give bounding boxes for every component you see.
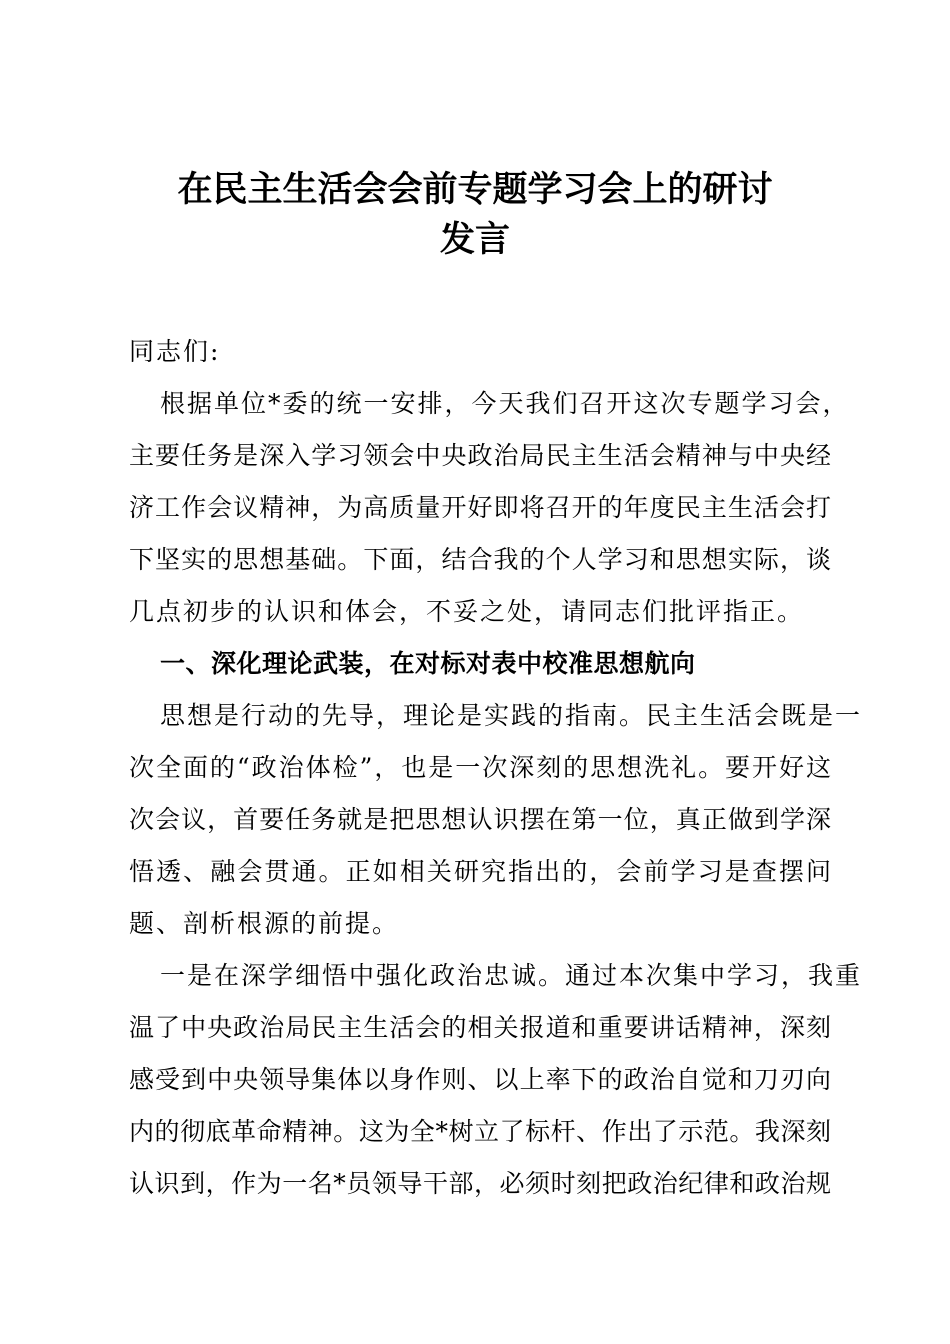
paragraph-3-line-5: 认识到，作为一名*员领导干部，必须时刻把政治纪律和政治规 <box>129 1169 831 1198</box>
document-title-line-2: 发言 <box>439 219 510 260</box>
paragraph-3-line-1: 一是在深学细悟中强化政治忠诚。通过本次集中学习，我重 <box>160 961 863 990</box>
paragraph-2-line-4: 悟透、融会贯通。正如相关研究指出的，会前学习是查摆问 <box>129 857 831 886</box>
section-heading-1: 一、深化理论武装，在对标对表中校准思想航向 <box>160 649 696 678</box>
document-title-line-1: 在民主生活会会前专题学习会上的研讨 <box>177 169 773 210</box>
paragraph-2-line-1: 思想是行动的先导，理论是实践的指南。民主生活会既是一 <box>160 701 863 730</box>
paragraph-2-line-2: 次全面的“政治体检”，也是一次深刻的思想洗礼。要开好这 <box>129 753 831 782</box>
paragraph-2-line-5: 题、剖析根源的前提。 <box>129 909 400 938</box>
salutation: 同志们: <box>129 337 221 366</box>
document-body <box>129 326 863 1210</box>
paragraph-1-line-2: 主要任务是深入学习领会中央政治局民主生活会精神与中央经 <box>129 441 831 470</box>
paragraph-1-line-4: 下坚实的思想基础。下面，结合我的个人学习和思想实际，谈 <box>129 545 831 574</box>
paragraph-1-line-1: 根据单位*委的统一安排，今天我们召开这次专题学习会， <box>160 389 850 418</box>
paragraph-3-line-3: 感受到中央领导集体以身作则、以上率下的政治自觉和刀刃向 <box>129 1065 831 1094</box>
paragraph-1-line-5: 几点初步的认识和体会，不妥之处，请同志们批评指正。 <box>129 597 805 626</box>
paragraph-2-line-3: 次会议，首要任务就是把思想认识摆在第一位，真正做到学深 <box>129 805 831 834</box>
paragraph-3-line-4: 内的彻底革命精神。这为全*树立了标杆、作出了示范。我深刻 <box>129 1117 831 1146</box>
paragraph-3-line-2: 温了中央政治局民主生活会的相关报道和重要讲话精神，深刻 <box>129 1013 831 1042</box>
paragraph-1-line-3: 济工作会议精神，为高质量开好即将召开的年度民主生活会打 <box>129 493 831 522</box>
